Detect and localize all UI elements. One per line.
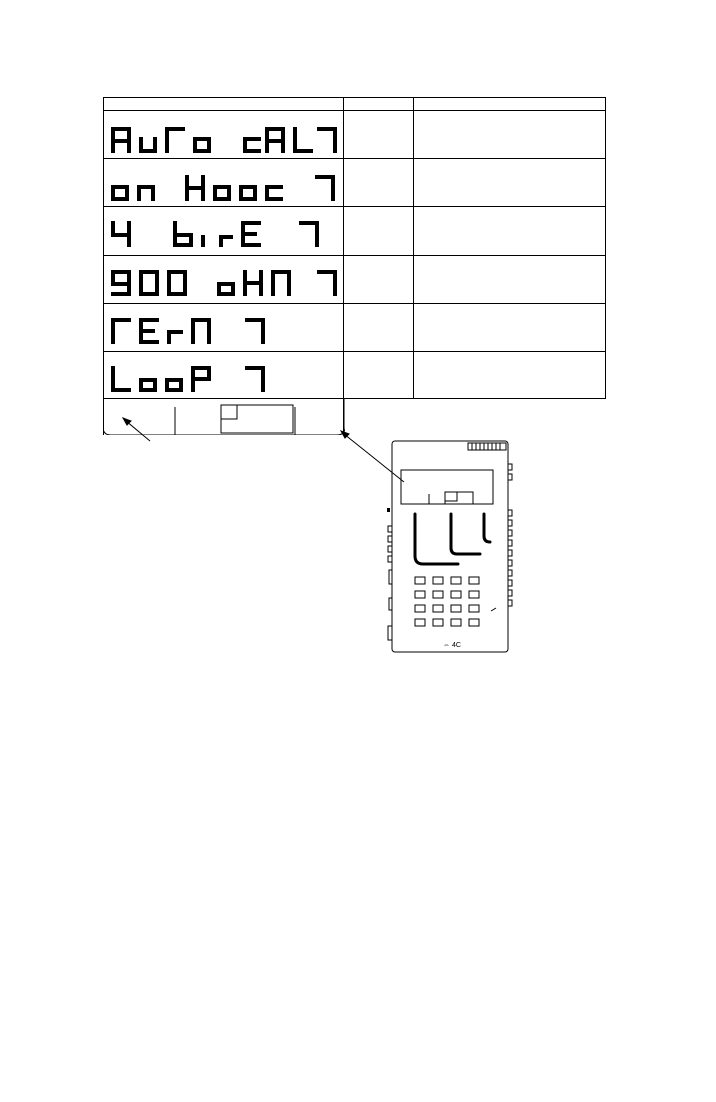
- table-row: [103, 159, 606, 207]
- prompt-table: [103, 97, 606, 399]
- lcd-annunciator-strip: [103, 399, 345, 435]
- lcd-text-900ohm: [103, 256, 343, 304]
- table-top-border: [103, 97, 606, 98]
- table-row: [103, 256, 606, 304]
- table-row: [103, 207, 606, 255]
- lcd-text-onhook: [103, 159, 343, 207]
- table-row: [103, 304, 606, 352]
- lcd-text-loop: [103, 352, 343, 400]
- test-set-device-illustration: [340, 430, 540, 662]
- table-row: [103, 111, 606, 159]
- device-label: ⇔ 4C: [443, 642, 461, 649]
- lcd-text-autocal: [103, 111, 343, 159]
- table-row: [103, 352, 606, 400]
- lcd-text-term: [103, 304, 343, 352]
- lcd-text-4wire: [103, 207, 343, 255]
